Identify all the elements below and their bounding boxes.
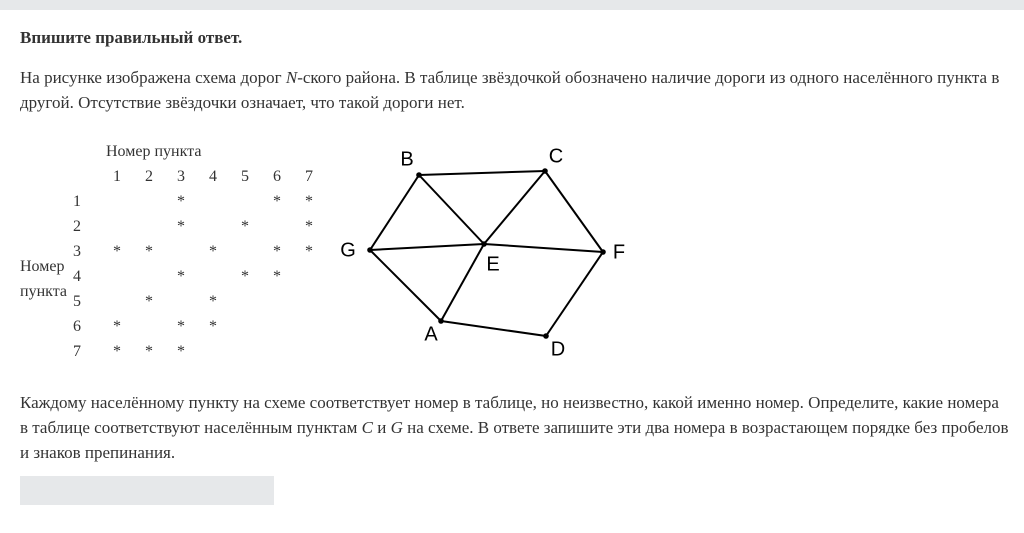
intro-text-1: На рисунке изображена схема дорог — [20, 68, 286, 87]
task-instruction: Впишите правильный ответ. — [20, 28, 243, 47]
answer-input[interactable] — [20, 476, 274, 505]
table-cell: * — [241, 218, 249, 235]
road-c-f — [545, 171, 603, 252]
node-c-dot — [542, 168, 548, 174]
table-column-header: 4 — [209, 168, 217, 185]
node-f-dot — [600, 249, 606, 255]
table-column-header: 2 — [145, 168, 153, 185]
node-a-label: A — [424, 323, 438, 346]
question-text-3: на схеме. В ответе запишите эти два номера в возрастающем порядке без пробелов и знаков препинания. — [20, 418, 1009, 462]
node-b-dot — [416, 172, 422, 178]
road-a-d — [441, 321, 546, 336]
table-row-header: 6 — [73, 318, 81, 335]
table-column-header: 1 — [113, 168, 121, 185]
road-b-g — [370, 175, 419, 250]
table-header-label: Номер пункта — [106, 143, 202, 160]
node-d-label: D — [550, 338, 566, 361]
road-b-e — [419, 175, 484, 244]
road-table — [20, 140, 320, 370]
table-cell: * — [273, 268, 281, 285]
table-cell: * — [177, 218, 185, 235]
table-cell: * — [305, 243, 313, 260]
table-cell: * — [209, 293, 217, 310]
table-cell: * — [113, 318, 121, 335]
road-g-a — [370, 250, 441, 321]
table-cell: * — [241, 268, 249, 285]
node-g-label: G — [340, 239, 356, 262]
table-cell: * — [145, 243, 153, 260]
table-row-header: 7 — [73, 343, 81, 360]
node-e-dot — [481, 241, 487, 247]
table-side-label: Номер пункта — [20, 258, 67, 300]
road-g-e — [370, 244, 484, 250]
table-cell: * — [209, 243, 217, 260]
task-intro — [20, 65, 1010, 115]
node-f-label: F — [612, 241, 626, 264]
road-e-f — [484, 244, 603, 252]
table-column-header: 5 — [241, 168, 249, 185]
table-cell: * — [145, 293, 153, 310]
node-d-dot — [543, 333, 549, 339]
table-cell: * — [177, 343, 185, 360]
table-cell: * — [177, 193, 185, 210]
task-question — [20, 390, 1010, 465]
table-row-header: 5 — [73, 293, 81, 310]
table-column-header: 6 — [273, 168, 281, 185]
question-text-1: Каждому населённому пункту на схеме соответствует номер в таблице, но неизвестно, какой именно номер. Определите, какие номера в таблице соответствуют населённым пунктам — [20, 393, 999, 437]
node-b-label: B — [400, 148, 414, 171]
table-column-header: 3 — [177, 168, 185, 185]
road-c-e — [484, 171, 545, 244]
table-cell: * — [113, 343, 121, 360]
intro-text-2: -ского района. В таблице звёздочкой обозначено наличие дороги из одного населённого пункта в другой. Отсутствие звёздочки означает, что такой дороги нет. — [20, 68, 1000, 112]
table-row-header: 4 — [73, 268, 81, 285]
table-column-header: 7 — [305, 168, 313, 185]
node-e-label: E — [486, 253, 500, 276]
table-cell: * — [273, 243, 281, 260]
road-e-a — [441, 244, 484, 321]
question-text-2: и — [372, 418, 391, 437]
table-cell: * — [273, 193, 281, 210]
node-g-dot — [367, 247, 373, 253]
road-f-d — [546, 252, 603, 336]
node-c-label: C — [548, 145, 564, 168]
table-cell: * — [177, 268, 185, 285]
road-b-c — [419, 171, 545, 175]
table-cell: * — [145, 343, 153, 360]
table-row-header: 2 — [73, 218, 81, 235]
table-row-header: 3 — [73, 243, 81, 260]
table-cell: * — [113, 243, 121, 260]
road-diagram — [330, 140, 640, 370]
node-a-dot — [438, 318, 444, 324]
top-bar — [0, 0, 1024, 10]
table-cell: * — [209, 318, 217, 335]
table-row-header: 1 — [73, 193, 81, 210]
question-letter-g: G — [390, 418, 403, 437]
table-cell: * — [305, 193, 313, 210]
intro-district-letter: N — [285, 68, 298, 87]
question-letter-c: C — [361, 418, 373, 437]
table-cell: * — [305, 218, 313, 235]
table-cell: * — [177, 318, 185, 335]
